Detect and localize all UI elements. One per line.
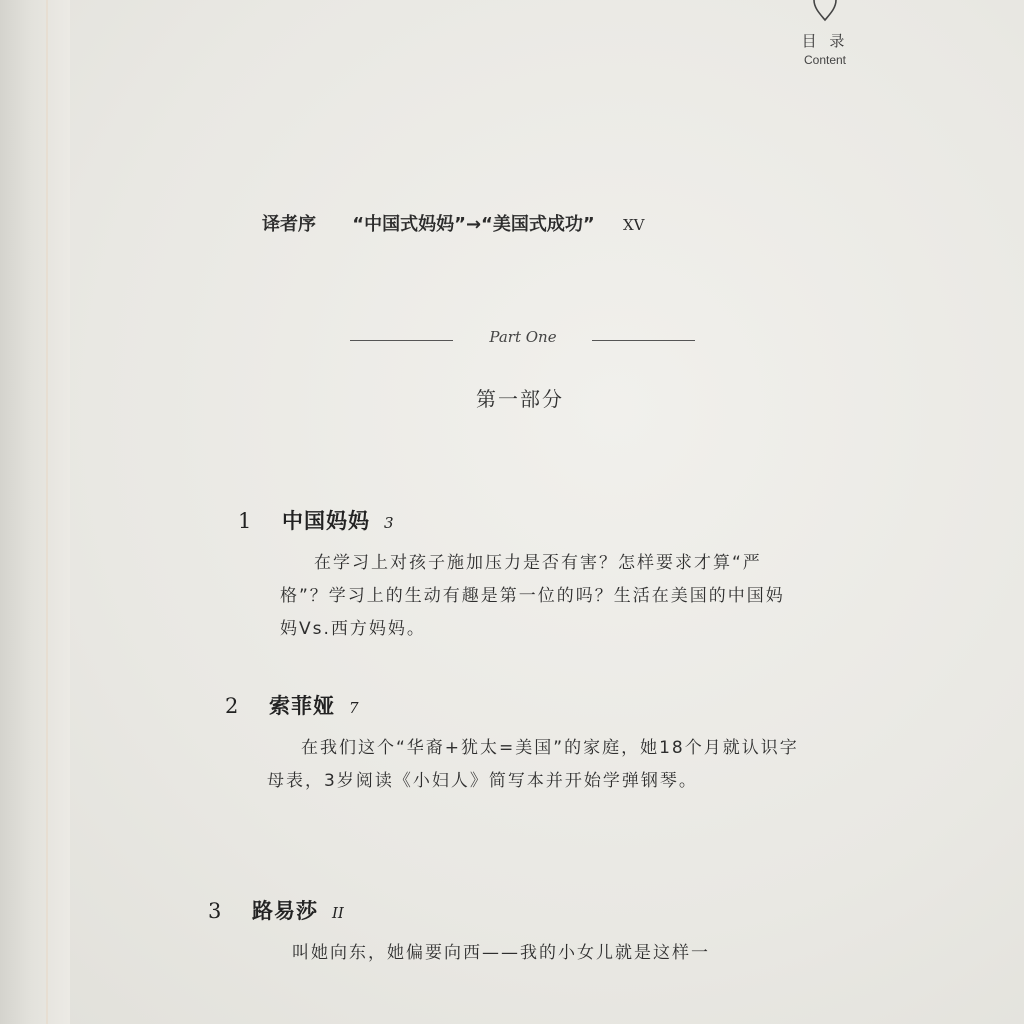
chapter-heading (225, 690, 785, 720)
chapter-description: 在学习上对孩子施加压力是否有害？怎样要求才算“严格”？学习上的生动有趣是第一位的吗？生活在美国的中国妈妈Vs.西方妈妈。 (280, 553, 785, 639)
chapter-description: 在我们这个“华裔+犹太=美国”的家庭，她18个月就认识字母表，3岁阅读《小妇人》简写本并开始学弹钢琴。 (267, 738, 799, 791)
chapter-page-number: II (332, 904, 344, 922)
chapter-title: 路易莎 (252, 899, 318, 923)
part-divider (350, 328, 695, 352)
part-title: 第一部分 (476, 387, 564, 411)
page-header (780, 0, 870, 67)
chapter-entry[interactable] (225, 690, 799, 798)
divider-rule-right (592, 340, 695, 341)
preface-title: “中国式妈妈”→“美国式成功” (352, 214, 595, 235)
part-label: Part One (489, 328, 557, 346)
heart-outline-icon (810, 0, 840, 24)
book-spine-shadow (0, 0, 70, 1024)
chapter-entry[interactable] (238, 505, 798, 646)
chapter-number: 3 (208, 899, 222, 923)
chapter-page-number: 3 (384, 514, 394, 532)
contents-title-zh: 目 录 (801, 32, 849, 50)
contents-title-en: Content (803, 53, 847, 67)
chapter-heading (208, 895, 768, 925)
preface-label: 译者序 (262, 214, 316, 235)
preface-page-number: XV (622, 216, 645, 234)
chapter-entry[interactable] (208, 895, 768, 970)
chapter-description: 叫她向东，她偏要向西——我的小女儿就是这样一 (292, 943, 710, 963)
page-edge-line (46, 0, 48, 1024)
chapter-heading (238, 505, 798, 535)
divider-rule-left (350, 340, 453, 341)
chapter-number: 1 (238, 509, 252, 533)
chapter-title: 中国妈妈 (282, 509, 370, 533)
chapter-number: 2 (225, 694, 239, 718)
chapter-title: 索菲娅 (269, 694, 335, 718)
translator-preface-entry[interactable] (262, 210, 802, 236)
chapter-page-number: 7 (349, 699, 359, 717)
